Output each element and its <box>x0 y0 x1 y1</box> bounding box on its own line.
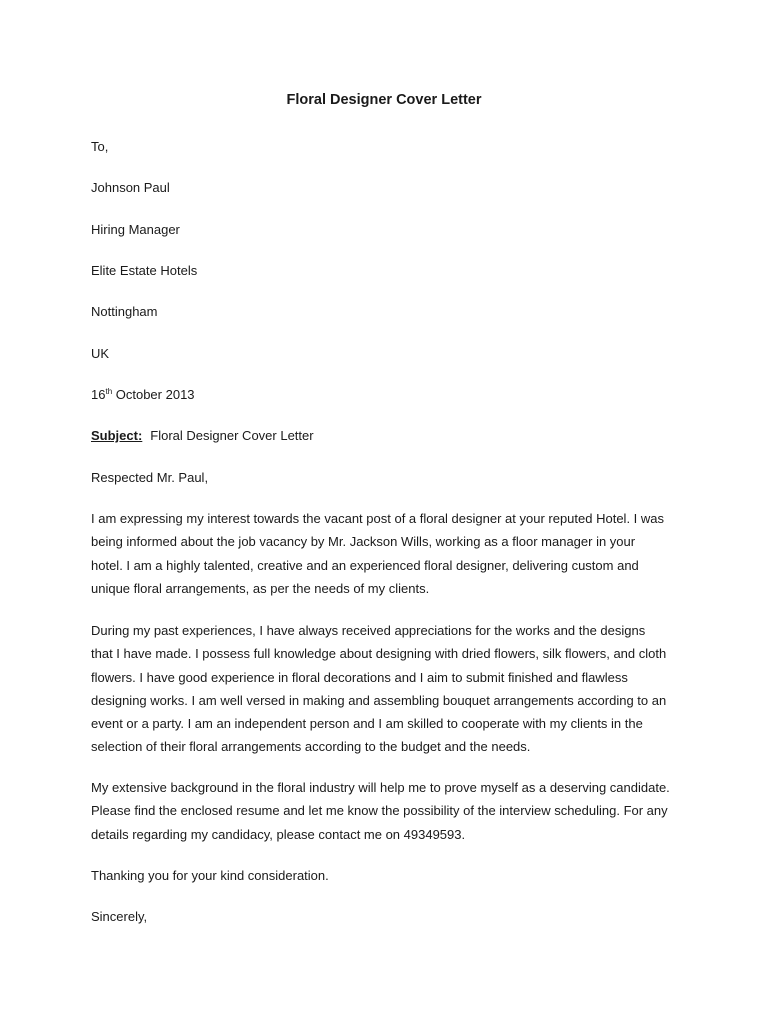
recipient-company: Elite Estate Hotels <box>91 263 198 278</box>
body-paragraph-3 <box>91 776 691 846</box>
subject-label: Subject: <box>91 428 143 443</box>
paragraph-line: being informed about the job vacancy by Mr. Jackson Wills, working as a floor manager in your <box>91 534 636 550</box>
recipient-city: Nottingham <box>91 304 158 319</box>
thanks-line: Thanking you for your kind consideration. <box>91 868 329 883</box>
subject-text: Floral Designer Cover Letter <box>150 428 314 443</box>
recipient-position: Hiring Manager <box>91 222 180 237</box>
subject-line <box>91 428 314 443</box>
salutation-to: To, <box>91 139 109 154</box>
paragraph-line: selection of their floral arrangements according to the budget and the needs. <box>91 739 531 755</box>
paragraph-line: hotel. I am a highly talented, creative and an experienced floral designer, delivering custom and <box>91 557 639 573</box>
greeting: Respected Mr. Paul, <box>91 470 209 485</box>
date-rest: October 2013 <box>112 387 195 402</box>
paragraph-line: flowers. I have good experience in floral decorations and I aim to submit finished and flawless <box>91 669 628 685</box>
paragraph-line: event or a party. I am an independent person and I am skilled to cooperate with my clients in the <box>91 716 643 732</box>
document-title: Floral Designer Cover Letter <box>286 92 482 108</box>
date-suffix: th <box>105 387 113 396</box>
paragraph-line: unique floral arrangements, as per the needs of my clients. <box>91 580 430 596</box>
closing-line: Sincerely, <box>91 909 148 924</box>
paragraph-line: that I have made. I possess full knowledge about designing with dried flowers, silk flowers, and cloth <box>91 646 667 662</box>
recipient-country: UK <box>91 346 110 361</box>
date-day: 16 <box>91 387 106 402</box>
letter-date <box>91 387 195 402</box>
paragraph-line: My extensive background in the floral industry will help me to prove myself as a deserving candidate. <box>91 780 670 795</box>
paragraph-line: I am expressing my interest towards the vacant post of a floral designer at your reputed Hotel. I was <box>91 511 665 526</box>
recipient-name: Johnson Paul <box>91 180 170 195</box>
body-paragraph-1 <box>91 507 691 600</box>
body-paragraph-2 <box>91 619 691 759</box>
paragraph-line: designing works. I am well versed in making and assembling bouquet arrangements according to an <box>91 692 667 708</box>
paragraph-line: Please find the enclosed resume and let me know the possibility of the interview scheduling. For any <box>91 803 668 819</box>
paragraph-line: details regarding my candidacy, please contact me on 49349593. <box>91 826 466 842</box>
paragraph-line: During my past experiences, I have always received appreciations for the works and the designs <box>91 623 646 638</box>
